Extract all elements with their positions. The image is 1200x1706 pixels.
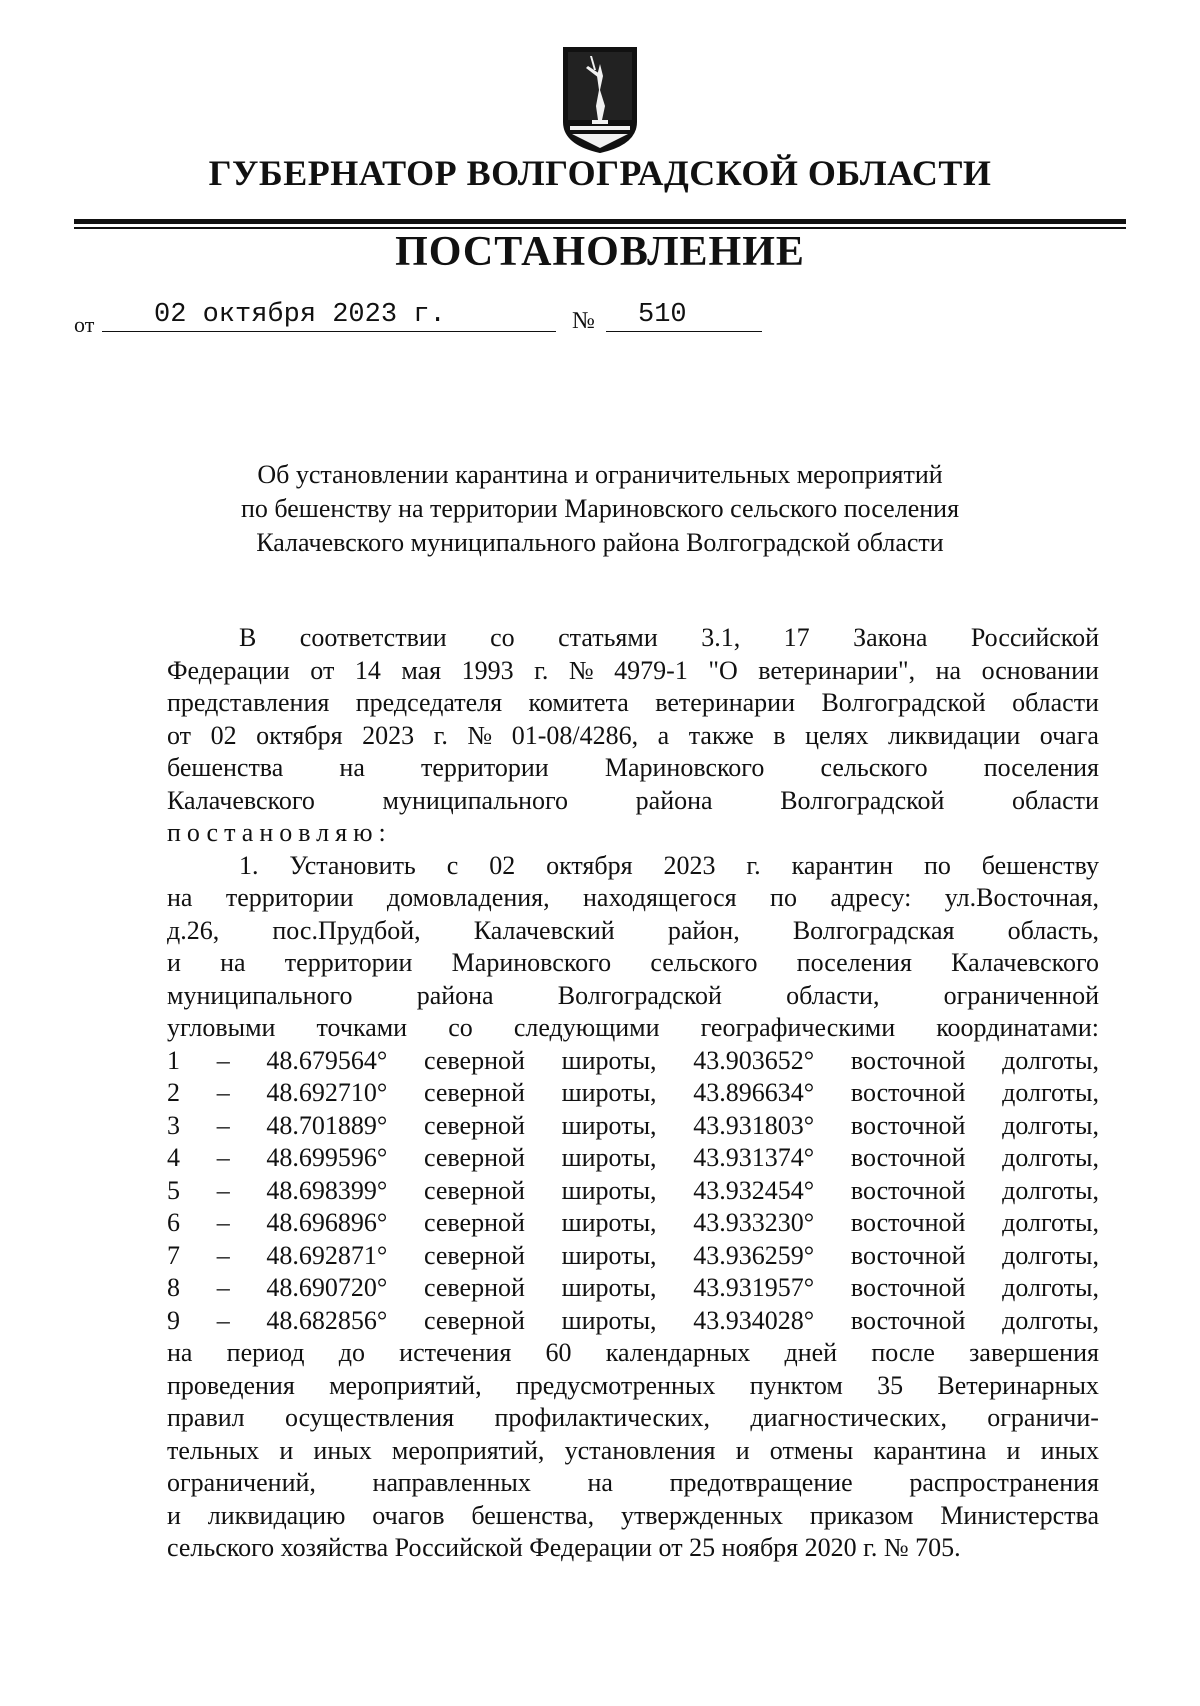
- word: бешенству: [981, 850, 1099, 880]
- latitude-label: северной: [424, 1208, 525, 1237]
- word: Волгоградской: [780, 785, 945, 815]
- coordinate-number: 6: [167, 1208, 180, 1237]
- header-divider-thick: [74, 219, 1126, 224]
- word: адресу:: [830, 883, 912, 912]
- longitude-value: 43.932454°: [693, 1175, 815, 1205]
- word: Калачевский: [473, 915, 615, 945]
- latitude-label: северной: [424, 1273, 525, 1302]
- word: области,: [786, 980, 880, 1010]
- longitude-label: долготы,: [1002, 1208, 1099, 1237]
- word: Ветеринарных: [937, 1370, 1099, 1400]
- word: пунктом: [749, 1370, 843, 1400]
- word: Российской: [970, 623, 1099, 652]
- coordinate-number: 9: [167, 1305, 180, 1335]
- word: Закона: [853, 623, 928, 652]
- word: соответствии: [299, 623, 447, 652]
- document-number: 510: [606, 300, 762, 332]
- longitude-label: восточной: [850, 1305, 966, 1335]
- longitude-label: долготы,: [1002, 1143, 1099, 1172]
- longitude-label: восточной: [850, 1045, 966, 1075]
- word: сельского: [650, 948, 758, 977]
- word: муниципального: [167, 980, 353, 1010]
- latitude-value: 48.690720°: [266, 1273, 388, 1302]
- word: точками: [316, 1013, 408, 1042]
- coordinate-row: [167, 1240, 1099, 1273]
- word: ликвидации: [888, 720, 1021, 750]
- word: завершения: [969, 1338, 1099, 1367]
- word: 2023: [663, 850, 716, 880]
- text-line: [167, 1532, 1099, 1565]
- word: 01-08/4286,: [511, 720, 639, 750]
- word: Установить: [289, 850, 416, 880]
- text-line: [167, 687, 1099, 720]
- word: бешенства,: [471, 1500, 595, 1530]
- word: предусмотренных: [515, 1370, 716, 1400]
- coordinate-number: 4: [167, 1143, 180, 1172]
- document-date: 02 октября 2023 г.: [102, 300, 556, 332]
- word: после: [871, 1338, 935, 1367]
- longitude-value: 43.896634°: [693, 1078, 815, 1107]
- word: октября: [546, 850, 633, 880]
- word: октября: [256, 720, 343, 750]
- word: 2023: [362, 720, 415, 750]
- word: Калачевского: [951, 948, 1099, 977]
- word: ограничи-: [987, 1403, 1099, 1432]
- word: приказом: [809, 1500, 914, 1530]
- coordinate-number: 5: [167, 1175, 180, 1205]
- latitude-label: широты,: [561, 1208, 657, 1237]
- word: в: [773, 720, 786, 750]
- word: муниципального: [382, 785, 569, 815]
- word: ветеринарии: [655, 688, 796, 717]
- latitude-value: 48.692710°: [266, 1078, 388, 1107]
- latitude-value: 48.692871°: [266, 1240, 388, 1270]
- word: карантина: [873, 1435, 987, 1465]
- word: мероприятий,: [329, 1370, 482, 1400]
- word: района: [416, 980, 494, 1010]
- coordinate-dash: –: [216, 1305, 230, 1335]
- word: следующими: [513, 1013, 660, 1042]
- text-line-content: сельского хозяйства Российской Федерации от 25 ноября 2020 г. № 705.: [167, 1533, 961, 1562]
- latitude-label: широты,: [561, 1110, 657, 1140]
- latitude-label: широты,: [561, 1078, 657, 1107]
- word: Калачевского: [167, 785, 315, 815]
- word: г.: [433, 720, 448, 750]
- organization-title: ГУБЕРНАТОР ВОЛГОГРАДСКОЙ ОБЛАСТИ: [208, 153, 992, 193]
- longitude-value: 43.933230°: [693, 1208, 815, 1237]
- word: тельных: [167, 1435, 260, 1465]
- heading-line: Калачевского муниципального района Волгоградской области: [256, 528, 944, 557]
- latitude-label: широты,: [561, 1273, 657, 1302]
- word: "О: [708, 655, 738, 685]
- word: 60: [545, 1338, 572, 1367]
- word: г.: [746, 850, 761, 880]
- word: период: [226, 1338, 305, 1367]
- word: от: [167, 720, 192, 750]
- number-sign: №: [572, 308, 595, 334]
- latitude-value: 48.696896°: [266, 1208, 388, 1237]
- word: и: [167, 1500, 181, 1530]
- word: В: [239, 623, 257, 652]
- longitude-label: долготы,: [1002, 1240, 1099, 1270]
- longitude-value: 43.931374°: [693, 1143, 815, 1172]
- text-line: [167, 1402, 1099, 1435]
- longitude-label: долготы,: [1002, 1273, 1099, 1302]
- word: географическими: [700, 1013, 896, 1042]
- word: Федерации: [167, 655, 290, 685]
- word: мая: [401, 655, 442, 685]
- word: календарных: [605, 1338, 751, 1367]
- coordinate-list: [167, 1045, 1099, 1338]
- word: Мариновского: [451, 948, 612, 977]
- word: председателя: [355, 688, 503, 717]
- word: территории: [225, 883, 354, 912]
- resolve-word: постановляю:: [167, 818, 392, 847]
- word: 35: [877, 1370, 904, 1400]
- word: поселения: [983, 753, 1099, 782]
- word: дней: [784, 1338, 838, 1367]
- word: на: [935, 655, 962, 685]
- word: на: [167, 1338, 193, 1367]
- word: истечения: [399, 1338, 512, 1367]
- word: территории: [421, 753, 549, 782]
- coordinate-row: [167, 1142, 1099, 1175]
- document-body: [167, 622, 1099, 1565]
- word: 17: [783, 623, 810, 652]
- longitude-value: 43.931957°: [693, 1273, 815, 1302]
- text-line: [167, 882, 1099, 915]
- coordinate-dash: –: [216, 1273, 230, 1302]
- word: от: [310, 655, 335, 685]
- word: утвержденных: [620, 1500, 783, 1530]
- longitude-label: восточной: [850, 1110, 966, 1140]
- coordinate-number: 8: [167, 1273, 180, 1302]
- longitude-value: 43.936259°: [693, 1240, 815, 1270]
- word: статьями: [558, 623, 658, 652]
- word: по: [923, 850, 951, 880]
- longitude-label: восточной: [850, 1240, 966, 1270]
- word: поселения: [796, 948, 912, 977]
- word: на: [339, 753, 365, 782]
- date-prefix: от: [74, 312, 95, 337]
- word: очага: [1039, 720, 1099, 750]
- latitude-label: северной: [424, 1305, 525, 1335]
- word: и: [167, 948, 181, 977]
- longitude-value: 43.903652°: [693, 1045, 815, 1075]
- word: ограничений,: [167, 1468, 316, 1497]
- word: Волгоградской: [557, 980, 722, 1010]
- coordinate-row: [167, 1207, 1099, 1240]
- word: на: [587, 1468, 613, 1497]
- word: ветеринарии",: [758, 655, 916, 685]
- text-line: [167, 980, 1099, 1013]
- word: целях: [805, 720, 869, 750]
- latitude-value: 48.698399°: [266, 1175, 388, 1205]
- longitude-label: долготы,: [1002, 1110, 1099, 1140]
- word: пос.Прудбой,: [272, 915, 421, 945]
- word: до: [338, 1338, 365, 1367]
- word: комитета: [528, 688, 629, 717]
- word: ул.Восточная,: [944, 883, 1099, 912]
- word: №: [467, 720, 493, 750]
- word: домовладения,: [386, 883, 550, 912]
- coordinate-dash: –: [216, 1175, 230, 1205]
- coordinate-number: 1: [167, 1045, 180, 1075]
- longitude-label: долготы,: [1002, 1175, 1099, 1205]
- word: Мариновского: [604, 753, 765, 782]
- word: область,: [1007, 915, 1099, 945]
- coordinate-row: [167, 1077, 1099, 1110]
- word: отмены: [769, 1435, 854, 1465]
- word: представления: [167, 688, 330, 717]
- longitude-label: долготы,: [1002, 1078, 1099, 1107]
- word: №: [568, 655, 594, 685]
- coordinate-dash: –: [216, 1208, 230, 1237]
- coordinate-dash: –: [216, 1143, 230, 1172]
- latitude-value: 48.679564°: [266, 1045, 388, 1075]
- longitude-label: восточной: [850, 1143, 966, 1172]
- word: распространения: [909, 1468, 1099, 1497]
- text-line: [167, 720, 1099, 753]
- coordinate-number: 2: [167, 1078, 180, 1107]
- word: г.: [534, 655, 549, 685]
- text-line: [167, 1337, 1099, 1370]
- word: ликвидацию: [207, 1500, 346, 1530]
- coordinate-dash: –: [216, 1045, 230, 1075]
- word: Волгоградской: [821, 688, 986, 717]
- latitude-value: 48.682856°: [266, 1305, 388, 1335]
- latitude-label: северной: [424, 1045, 525, 1075]
- word: сельского: [820, 753, 928, 782]
- coordinate-row: [167, 1272, 1099, 1305]
- word: а: [657, 720, 670, 750]
- document-type-title: ПОСТАНОВЛЕНИЕ: [395, 229, 805, 275]
- latitude-label: широты,: [561, 1143, 657, 1172]
- word: д.26,: [167, 915, 220, 945]
- word: района: [635, 785, 713, 815]
- date-number-line: [74, 300, 794, 340]
- word: проведения: [167, 1370, 295, 1400]
- longitude-label: долготы,: [1002, 1045, 1099, 1075]
- text-line: [167, 817, 1099, 850]
- word: 1993: [461, 655, 514, 685]
- word: координатами:: [936, 1013, 1099, 1042]
- word: 02: [489, 850, 516, 880]
- longitude-label: восточной: [850, 1273, 966, 1302]
- word: 02: [210, 720, 237, 750]
- word: территории: [284, 948, 413, 977]
- word: мероприятий,: [391, 1435, 545, 1465]
- heading-line: по бешенству на территории Мариновского сельского поселения: [240, 494, 960, 523]
- longitude-label: восточной: [850, 1208, 966, 1237]
- latitude-label: северной: [424, 1110, 525, 1140]
- latitude-label: широты,: [561, 1305, 657, 1335]
- word: 14: [354, 655, 381, 685]
- latitude-label: северной: [424, 1240, 525, 1270]
- latitude-value: 48.699596°: [266, 1143, 388, 1172]
- word: предотвращение: [669, 1468, 853, 1497]
- longitude-label: восточной: [850, 1175, 966, 1205]
- word: диагностических,: [750, 1403, 947, 1432]
- word: основании: [981, 655, 1099, 685]
- word: со: [448, 1013, 473, 1042]
- text-line: [167, 785, 1099, 818]
- coordinate-number: 7: [167, 1240, 180, 1270]
- coordinate-row: [167, 1305, 1099, 1338]
- word: установления: [564, 1435, 716, 1465]
- coat-of-arms-emblem: [562, 46, 638, 154]
- text-line: [167, 655, 1099, 688]
- word: 3.1,: [701, 623, 741, 652]
- word: угловыми: [167, 1013, 276, 1042]
- word: 4979-1: [614, 655, 688, 685]
- word: также: [688, 720, 754, 750]
- word: области: [1012, 785, 1099, 815]
- word: Волгоградская: [792, 915, 955, 945]
- text-line: [167, 915, 1099, 948]
- coordinate-number: 3: [167, 1110, 180, 1140]
- word: со: [490, 623, 515, 652]
- word: иных: [1040, 1435, 1099, 1465]
- longitude-value: 43.931803°: [693, 1110, 815, 1140]
- word: 1.: [239, 850, 259, 880]
- text-line: [167, 1012, 1099, 1045]
- word: области: [1012, 688, 1099, 717]
- longitude-label: восточной: [850, 1078, 966, 1107]
- coordinate-dash: –: [216, 1240, 230, 1270]
- word: ограниченной: [943, 980, 1099, 1010]
- latitude-label: широты,: [561, 1240, 657, 1270]
- word: направленных: [372, 1468, 531, 1497]
- latitude-label: северной: [424, 1175, 525, 1205]
- word: и: [279, 1435, 294, 1465]
- latitude-value: 48.701889°: [266, 1110, 388, 1140]
- coordinate-row: [167, 1175, 1099, 1208]
- latitude-label: северной: [424, 1143, 525, 1172]
- word: осуществления: [284, 1403, 455, 1432]
- word: на: [220, 948, 246, 977]
- word: карантин: [791, 850, 894, 880]
- word: очагов: [372, 1500, 445, 1530]
- coordinate-dash: –: [216, 1110, 230, 1140]
- word: Министерства: [940, 1500, 1099, 1530]
- word: по: [770, 883, 797, 912]
- heading-line: Об установлении карантина и ограничительных мероприятий: [257, 460, 943, 489]
- word: бешенства: [167, 753, 284, 782]
- latitude-label: северной: [424, 1078, 525, 1107]
- word: находящегося: [583, 883, 737, 912]
- word: и: [1006, 1435, 1021, 1465]
- word: район,: [667, 915, 740, 945]
- text-line: [167, 1435, 1099, 1468]
- longitude-value: 43.934028°: [693, 1305, 815, 1335]
- word: и: [735, 1435, 750, 1465]
- text-line: [167, 1467, 1099, 1500]
- word: правил: [167, 1403, 245, 1432]
- text-line: [167, 1370, 1099, 1403]
- word: профилактических,: [494, 1403, 711, 1432]
- coordinate-dash: –: [216, 1078, 230, 1107]
- text-line: [167, 622, 1099, 655]
- text-line: [167, 947, 1099, 980]
- latitude-label: широты,: [561, 1175, 657, 1205]
- latitude-label: широты,: [561, 1045, 657, 1075]
- coordinate-row: [167, 1110, 1099, 1143]
- word: с: [446, 850, 459, 880]
- longitude-label: долготы,: [1002, 1305, 1099, 1335]
- word: иных: [313, 1435, 372, 1465]
- word: на: [167, 883, 193, 912]
- text-line: [167, 1500, 1099, 1533]
- text-line: [167, 752, 1099, 785]
- document-heading: [160, 458, 1040, 560]
- coordinate-row: [167, 1045, 1099, 1078]
- text-line: [167, 850, 1099, 883]
